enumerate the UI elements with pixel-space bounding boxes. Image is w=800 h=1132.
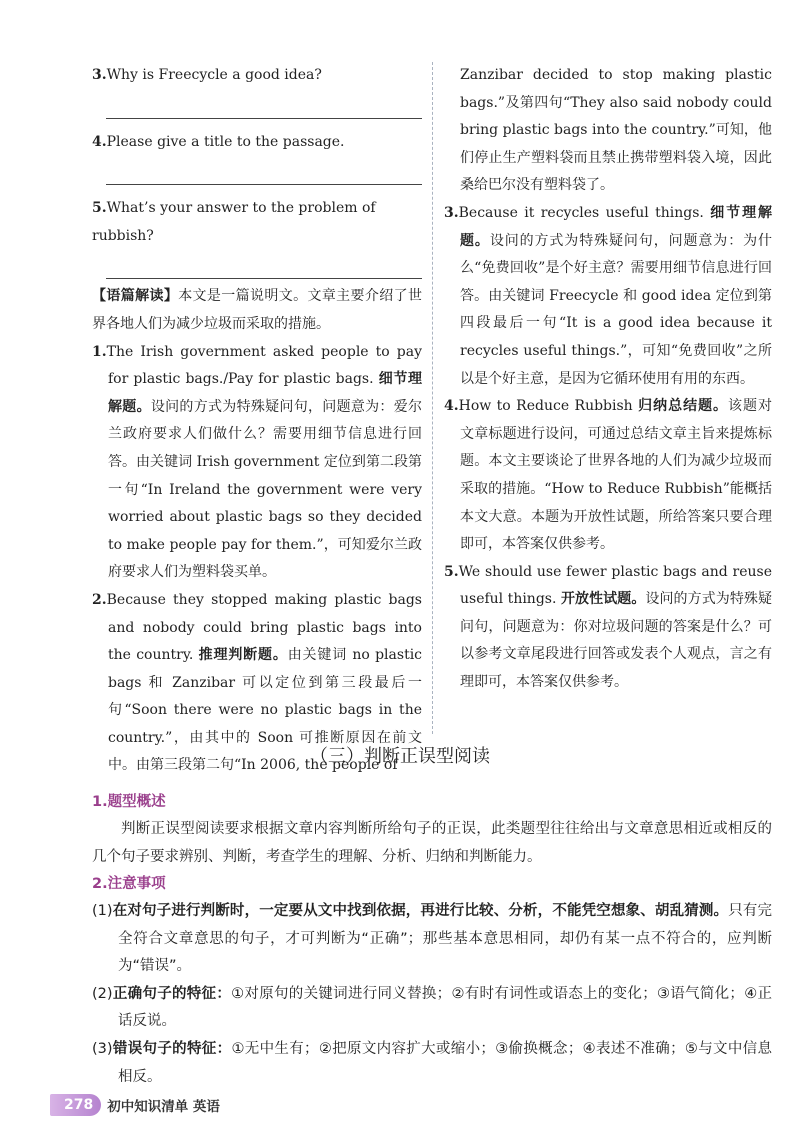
answer-item-2: 2.Because they stopped making plastic bags and nobody could bring plastic bags into the country. 推理判断题。由关键词 no plastic bags 和 Zanzibar 可以定位到第三段最后一句“Soon there were no plastic bags in the country.”，由其中的 Soon 可推断原因在前文中。由第三段第二句“In 2006, the people of (92, 591, 423, 774)
column-divider (432, 62, 433, 734)
answer-item-4: 4.How to Reduce Rubbish 归纳总结题。该题对文章标题进行设问，可通过总结文章主旨来提炼标题。本文主要谈论了世界各地的人们为减少垃圾而采取的措施。“How to Reduce Rubbish”能概括本文大意。本题为开放性试题，所给答案只要合理即可，本答案仅供参考。 (444, 398, 773, 553)
question-5: 5.What’s your answer to the problem of rubbish? (92, 200, 376, 244)
section-title: （三）判断正误型阅读 (310, 746, 490, 767)
question-3: 3.Why is Freecycle a good idea? (92, 67, 322, 83)
question-type: 细节理解题。 (108, 371, 423, 415)
page-number: 278 (50, 1094, 101, 1116)
answer-2-continuation: Zanzibar decided to stop making plastic bags.”及第四句“They also said nobody could bring plastic bags into the country.”可知，他们停止生产塑料袋而且禁止携带塑料袋入境，因此桑给巴尔没有塑料袋了。 (460, 67, 772, 194)
question-type: 推理判断题。 (198, 647, 288, 664)
overview-heading: 1.题型概述 (92, 794, 166, 810)
right-column (444, 62, 772, 697)
answer-item-1: 1.The Irish government asked people to pay for plastic bags./Pay for plastic bags. 细节理解题。设问的方式为特殊疑问句，问题意为：爱尔兰政府要求人们做什么？需要用细节信息进行回答。由关键词 Irish government 定位到第二段第一句“In Ireland the government were very worried about plastic bags so they decided to make people pay for them.”，可知爱尔兰政府要求人们为塑料袋买单。 (92, 343, 423, 581)
question-type: 细节理解题。 (460, 204, 773, 249)
overview-body: 判断正误型阅读要求根据文章内容判断所给句子的正误，此类题型往往给出与文章意思相近或相反的几个句子要求辨别、判断，考查学生的理解、分析、归纳和判断能力。 (92, 821, 772, 865)
answer-item-5: 5.We should use fewer plastic bags and reuse useful things. 开放性试题。设问的方式为特殊疑问句，问题意为：你对垃圾问题的答案是什么？可以参考文章尾段进行回答或发表个人观点，言之有理即可，本答案仅供参考。 (444, 563, 772, 691)
note-item-1: (1)在对句子进行判断时，一定要从文中找到依据，再进行比较、分析，不能凭空想象、胡乱猜测。只有完全符合文章意思的句子，才可判断为“正确”；那些基本意思相同，却仍有某一点不符合的，应判断为“错误”。 (92, 903, 772, 975)
answer-line-3[interactable] (106, 90, 422, 119)
note-item-2: (2)正确句子的特征：①对原句的关键词进行同义替换；②有时有词性或语态上的变化；③语气简化；④正话反说。 (92, 985, 772, 1030)
answer-item-3: 3.Because it recycles useful things. 细节理解题。设问的方式为特殊疑问句，问题意为：为什么“免费回收”是个好主意？需要用细节信息进行回答。由关键词 Freecycle 和 good idea 定位到第四段最后一句“It is a good idea because it recycles useful things.”，可知“免费回收”之所以是个好主意，是因为它循环使用有用的东西。 (444, 204, 773, 387)
note-item-3: (3)错误句子的特征：①无中生有；②把原文内容扩大或缩小；③偷换概念；④表述不准确；⑤与文中信息相反。 (92, 1040, 772, 1085)
answer-line-4[interactable] (106, 156, 422, 185)
passage-analysis-tag: 【语篇解读】 (92, 288, 179, 305)
question-4: 4.Please give a title to the passage. (92, 133, 345, 150)
notes-heading: 2.注意事项 (92, 876, 166, 892)
left-column (92, 62, 422, 780)
question-type: 归纳总结题。 (638, 398, 729, 415)
book-title: 初中知识清单 英语 (107, 1099, 220, 1115)
page-footer (50, 1092, 220, 1118)
passage-analysis: 【语篇解读】本文是一篇说明文。文章主要介绍了世界各地人们为减少垃圾而采取的措施。 (92, 288, 423, 332)
notes-list (92, 898, 772, 1091)
question-type: 开放性试题。 (560, 591, 646, 608)
answer-line-5[interactable] (106, 250, 422, 279)
